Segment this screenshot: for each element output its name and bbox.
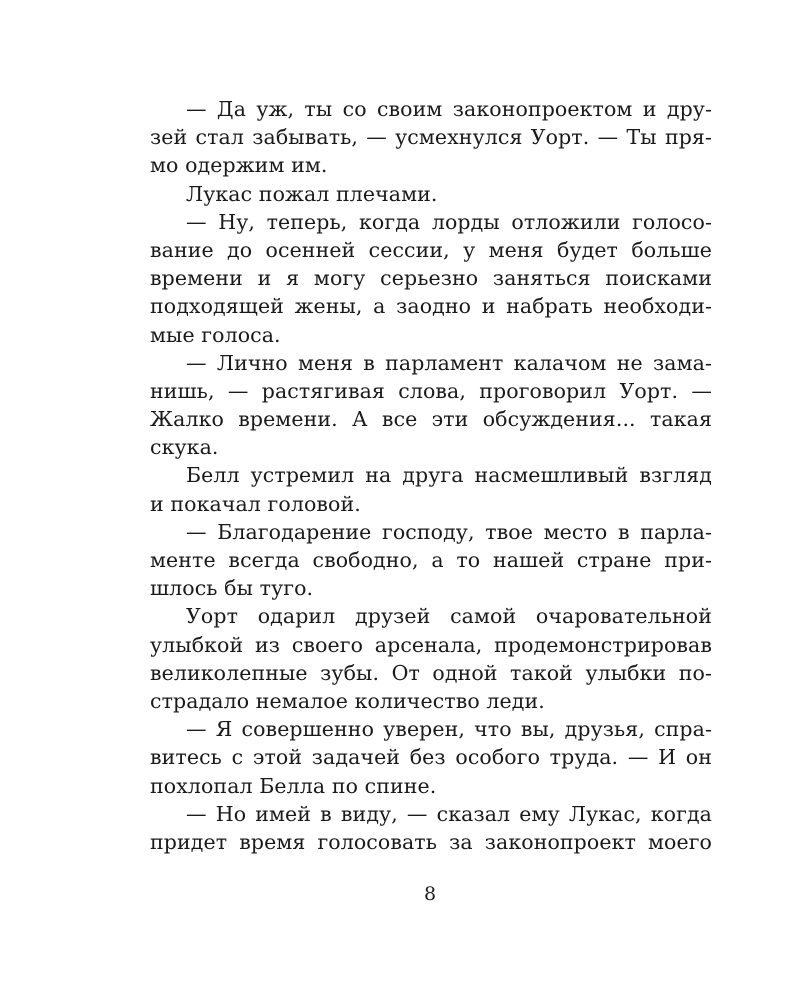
text-line: страдало немалое количество леди. [150,688,545,713]
text-line: скука. [150,435,219,460]
text-line: менте всегда свободно, а то нашей стране при- [150,548,712,572]
page-number: 8 [423,883,437,905]
text-line: — Ну, теперь, когда лорды отложили голосо- [186,209,712,234]
text-line: улыбкой из своего арсенала, продемонстрировав [150,632,712,657]
text-line: зей стал забывать, — усмехнулся Уорт. — Ты пря- [150,125,712,150]
text-line: шлось бы туго. [150,576,314,601]
text-line: Лукас пожал плечами. [186,181,438,206]
text-line: придет время голосовать за законопроект моего [150,829,712,854]
text-line: витесь с этой задачей без особого труда. — И он [150,745,712,770]
page-body-text [150,95,712,856]
text-line: времени и я могу серьезно заняться поисками [150,266,712,291]
text-line: Жалко времени. А все эти обсуждения... такая [150,407,712,432]
text-line: Белл устремил на друга насмешливый взгляд [186,463,712,488]
text-line: — Лично меня в парламент калачом не зама- [186,350,712,375]
text-line: великолепные зубы. От одной такой улыбки по- [150,660,712,685]
text-line: похлопал Белла по спине. [150,773,437,798]
text-line: мо одержим им. [150,153,328,178]
text-line: вание до осенней сессии, у меня будет больше [150,237,712,262]
text-line: подходящей жены, а заодно и набрать необходи- [150,294,712,319]
text-line: — Я совершенно уверен, что вы, друзья, спра- [186,717,712,742]
text-line: мые голоса. [150,322,281,347]
text-line: Уорт одарил друзей самой очаровательной [186,604,712,629]
text-line: — Но имей в виду, — сказал ему Лукас, когда [186,801,712,826]
text-line: нишь, — растягивая слова, проговорил Уорт. — [150,378,712,403]
text-line: — Да уж, ты со своим законопроектом и дру- [186,97,712,121]
text-line: и покачал головой. [150,491,361,516]
text-line: — Благодарение господу, твое место в парла- [186,519,712,544]
